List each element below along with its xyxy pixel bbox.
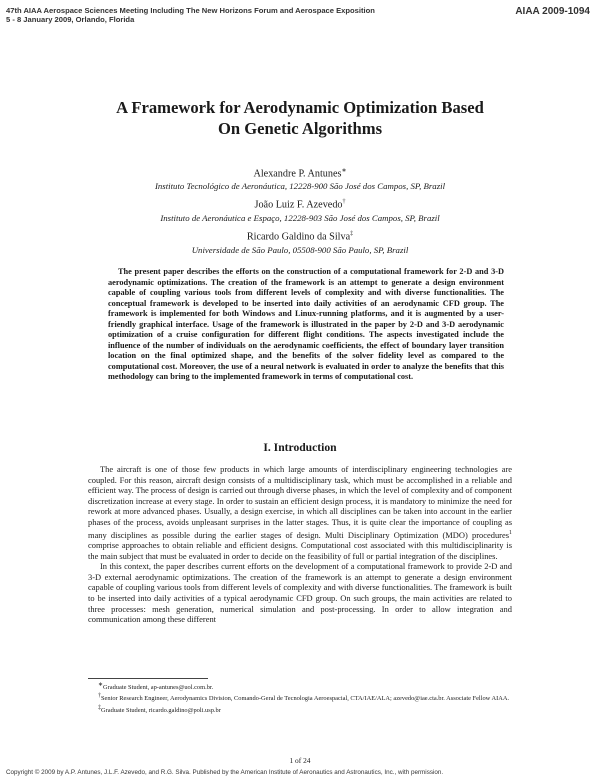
affiliation-1: Instituto Tecnológico de Aeronáutica, 12228-900 São José dos Campos, SP, Brazil [154, 181, 446, 191]
author-name: João Luiz F. Azevedo [254, 199, 343, 211]
citation-ref: 1 [509, 529, 512, 536]
paper-id: AIAA 2009-1094 [515, 6, 590, 17]
conference-date: 5 - 8 January 2009, Orlando, Florida [6, 15, 135, 24]
footnote-text: Graduate Student, ricardo.galdino@poli.usp.br [101, 706, 221, 714]
author-mark: † [342, 199, 346, 205]
title-line-2: On Genetic Algorithms [217, 119, 383, 138]
footnote-mark: ‡ [98, 704, 101, 711]
footnote-mark: ∗ [98, 682, 104, 688]
author-mark: ‡ [350, 231, 354, 237]
footnote-text: Senior Research Engineer, Aerodynamics Division, Comando-Geral de Tecnologia Aeroespacial, CTA/IAE/ALA; azevedo@iae.cta.br. Associate Fellow AIAA. [101, 695, 510, 703]
paragraph-text: comprise approaches to obtain reliable and efficient designs. Computational cost associated with this multidisciplinarity is the main subject that must be evaluated in order to decide on the feasibility of full or partial integration of the disciplines. [88, 539, 512, 561]
conference-name: 47th AIAA Aerospace Sciences Meeting Including The New Horizons Forum and Aerospace Exposition [6, 6, 375, 15]
footnote-rule [88, 678, 208, 679]
footnote [88, 681, 512, 692]
title-line-1: A Framework for Aerodynamic Optimization Based [116, 98, 484, 117]
footnote-mark: † [98, 693, 101, 700]
footnote-text: Graduate Student, ap-antunes@uol.com.br. [103, 684, 214, 692]
paragraph: In this context, the paper describes current efforts on the development of a computational framework to provide 2-D and 3-D external aerodynamic optimizations. The creation of the framework is an attempt to generate a design environment capable of coupling various tools from different levels of complexity and with diverse functionalities. The framework is built to be inserted into daily activities of a typical aerodynamic CFD group. On such groups, the main activities are related to three processes: mesh generation, numerical simulation and post-processing. In order to allow integration and communication among these different [88, 561, 512, 625]
paragraph [88, 464, 512, 561]
abstract: The present paper describes the efforts on the construction of a computational framework for 2-D and 3-D aerodynamic optimizations. The creation of the framework is an attempt to generate a design environment capable of coupling various tools from different levels of complexity and with diverse functionalities. The conceptual framework is developed to be inserted into daily activities of an aerodynamic CFD group. The framework is implemented for both Windows and Linux-running platforms, and it is augmented by a user-friendly graphical interface. Usage of the framework is illustrated in the paper by 2-D and 3-D aerodynamic optimization of a cruise configuration for different flight conditions. The aspects investigated include the influence of the number of individuals on the aerodynamic coefficients, the effect of boundary layer transition location on the final optimized shape, and the benefits of the solver fidelity level as compared to the computational cost. Moreover, the use of a neural network is evaluated in order to analyze the benefits that this methodology can bring to the implemented framework in terms of computational cost. [108, 267, 504, 382]
footnotes [88, 681, 512, 715]
author-mark: ∗ [341, 168, 347, 174]
footnote [88, 704, 512, 715]
copyright-notice: Copyright © 2009 by A.P. Antunes, J.L.F. Azevedo, and R.G. Silva. Published by the American Institute of Aeronautics and Astronautics, Inc., with permission. [6, 769, 444, 776]
intro-body [88, 464, 512, 625]
section-heading: I. Introduction [263, 441, 337, 454]
affiliation-2: Instituto de Aeronáutica e Espaço, 12228-903 São José dos Campos, SP, Brazil [160, 213, 440, 223]
paragraph-text: The aircraft is one of those few products in which large amounts of interdisciplinary engineering technologies are coupled. For this reason, aircraft design consists of a multidisciplinary task, which must be accomplished in a reliable and efficient way. The process of design is carried out through diverse phases, in which the level of complexity and of component discretization increase at every stage. In order to sustain an efficient design process, it is mandatory to minimize the need for rework at more advanced phases. Usually, a design exercise, in which all disciplines can be taken into account in the earlier phases of the process, avoids unpleasant surprises in the latter stages. Thus, it is quite clear the importance of coupling as many disciplines as possible during the earlier stages of design. Multi Disciplinary Optimization (MDO) procedures [88, 464, 512, 540]
footnote [88, 692, 512, 703]
paper-title [0, 97, 600, 139]
author-name: Ricardo Galdino da Silva [246, 231, 351, 243]
conference-header [6, 6, 375, 24]
author-1 [0, 167, 600, 179]
author-name: Alexandre P. Antunes [253, 168, 342, 180]
page-number: 1 of 24 [289, 756, 311, 765]
author-3 [0, 231, 600, 242]
affiliation-3: Universidade de São Paulo, 05508-900 São Paulo, SP, Brazil [191, 245, 409, 255]
author-2 [0, 199, 600, 210]
